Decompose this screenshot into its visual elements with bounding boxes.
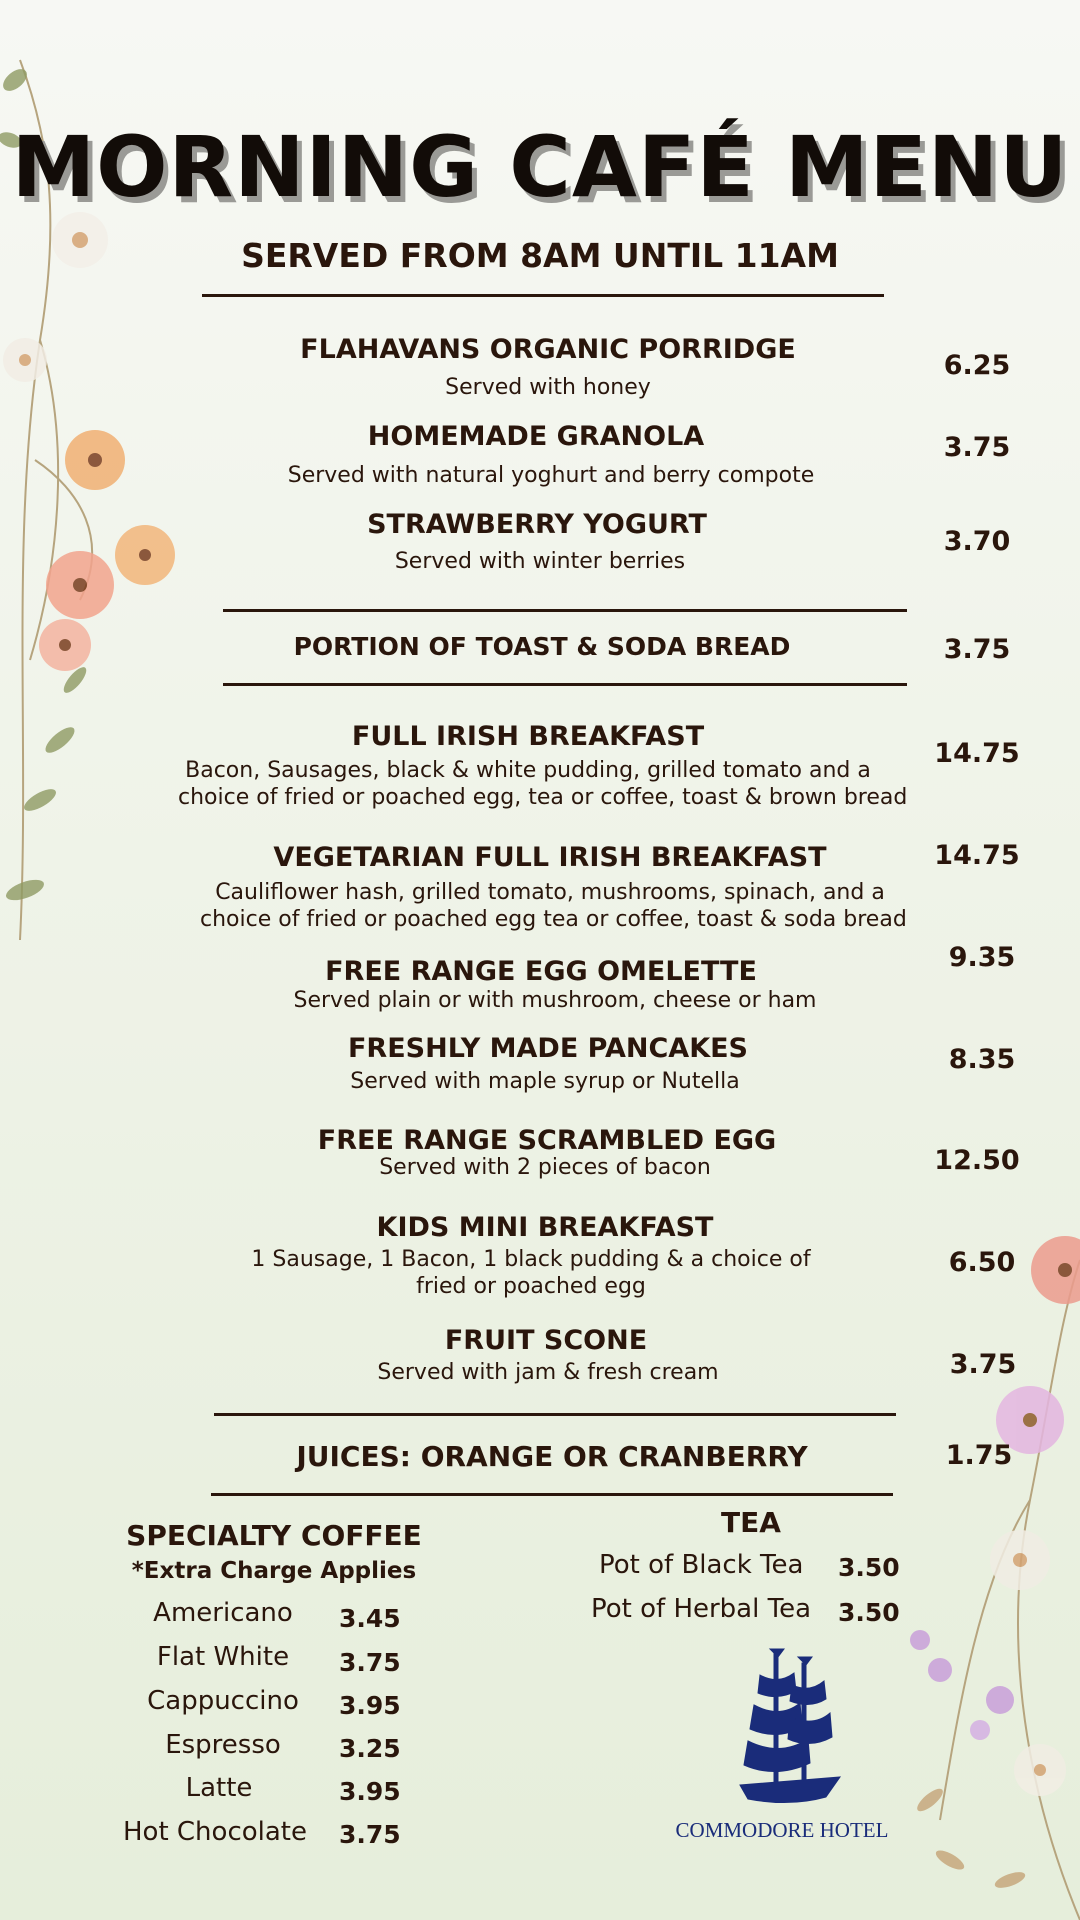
menu-item-price: 3.75 <box>949 1349 1017 1380</box>
coffee-item-price: 3.45 <box>339 1604 401 1633</box>
floral-decoration-right <box>880 1200 1080 1920</box>
coffee-item-price: 3.95 <box>339 1777 401 1806</box>
divider <box>223 609 907 612</box>
tea-item-price: 3.50 <box>838 1598 900 1627</box>
menu-item-name: STRAWBERRY YOGURT <box>367 509 707 540</box>
coffee-item-name: Americano <box>153 1598 293 1628</box>
menu-item-name: FRUIT SCONE <box>444 1325 648 1356</box>
menu-item-description: Bacon, Sausages, black & white pudding, grilled tomato and a <box>185 758 871 783</box>
coffee-heading: SPECIALTY COFFEE <box>126 1519 422 1552</box>
menu-item-description: fried or poached egg <box>416 1274 646 1299</box>
menu-item-price: 3.70 <box>943 526 1011 557</box>
menu-title: MORNING CAFÉ MENU <box>11 118 1069 216</box>
menu-item-price: 6.50 <box>948 1247 1016 1278</box>
menu-item-price: 3.75 <box>943 634 1011 665</box>
coffee-item-name: Hot Chocolate <box>122 1817 307 1847</box>
menu-item-description: Served with maple syrup or Nutella <box>350 1069 740 1094</box>
menu-item-description: Served with winter berries <box>394 549 686 574</box>
menu-item-name: PORTION OF TOAST & SODA BREAD <box>293 632 791 661</box>
divider <box>223 683 907 686</box>
coffee-item-name: Flat White <box>156 1642 290 1672</box>
menu-item-name: FLAHAVANS ORGANIC PORRIDGE <box>300 334 796 365</box>
ship-logo-icon <box>730 1645 850 1815</box>
tea-item-price: 3.50 <box>838 1553 900 1582</box>
menu-item-price: 14.75 <box>934 738 1020 769</box>
menu-subtitle: SERVED FROM 8AM UNTIL 11AM <box>241 236 839 275</box>
menu-item-description: 1 Sausage, 1 Bacon, 1 black pudding & a choice of <box>251 1247 811 1272</box>
coffee-item-price: 3.95 <box>339 1691 401 1720</box>
menu-item-description: Served plain or with mushroom, cheese or ham <box>293 988 817 1013</box>
tea-item-name: Pot of Herbal Tea <box>591 1594 811 1624</box>
menu-item-price: 6.25 <box>943 350 1011 381</box>
menu-item-name: HOMEMADE GRANOLA <box>367 421 705 452</box>
menu-item-description: choice of fried or poached egg, tea or coffee, toast & brown bread <box>178 785 908 810</box>
menu-item-description: Served with jam & fresh cream <box>377 1360 719 1385</box>
coffee-item-price: 3.75 <box>339 1648 401 1677</box>
coffee-item-name: Cappuccino <box>147 1686 299 1716</box>
menu-item-description: Served with honey <box>445 375 651 400</box>
menu-item-price: 9.35 <box>948 942 1016 973</box>
tea-item-name: Pot of Black Tea <box>599 1550 804 1580</box>
menu-item-price: 8.35 <box>948 1044 1016 1075</box>
menu-item-name: KIDS MINI BREAKFAST <box>376 1212 714 1243</box>
coffee-item-price: 3.75 <box>339 1820 401 1849</box>
menu-item-description: choice of fried or poached egg tea or coffee, toast & soda bread <box>200 907 907 932</box>
menu-item-price: 12.50 <box>934 1145 1020 1176</box>
menu-item-price: 3.75 <box>943 432 1011 463</box>
divider <box>214 1413 896 1416</box>
divider <box>202 294 884 297</box>
coffee-item-price: 3.25 <box>339 1734 401 1763</box>
tea-heading: TEA <box>721 1506 781 1539</box>
menu-item-description: Served with natural yoghurt and berry compote <box>287 463 815 488</box>
menu-item-name: FULL IRISH BREAKFAST <box>351 721 705 752</box>
menu-item-description: Cauliflower hash, grilled tomato, mushrooms, spinach, and a <box>215 880 885 905</box>
divider <box>211 1493 893 1496</box>
hotel-name: COMMODORE HOTEL <box>675 1818 889 1842</box>
menu-item-name: FREE RANGE SCRAMBLED EGG <box>317 1125 777 1156</box>
coffee-item-name: Espresso <box>165 1730 281 1760</box>
menu-item-description: Served with 2 pieces of bacon <box>379 1155 711 1180</box>
menu-item-name: JUICES: ORANGE OR CRANBERRY <box>296 1440 808 1473</box>
coffee-note: *Extra Charge Applies <box>131 1558 417 1584</box>
menu-item-price: 1.75 <box>945 1440 1013 1471</box>
menu-item-name: VEGETARIAN FULL IRISH BREAKFAST <box>273 842 827 873</box>
menu-item-price: 14.75 <box>934 840 1020 871</box>
menu-item-name: FRESHLY MADE PANCAKES <box>347 1033 749 1064</box>
coffee-item-name: Latte <box>185 1773 253 1803</box>
menu-item-name: FREE RANGE EGG OMELETTE <box>325 956 757 987</box>
